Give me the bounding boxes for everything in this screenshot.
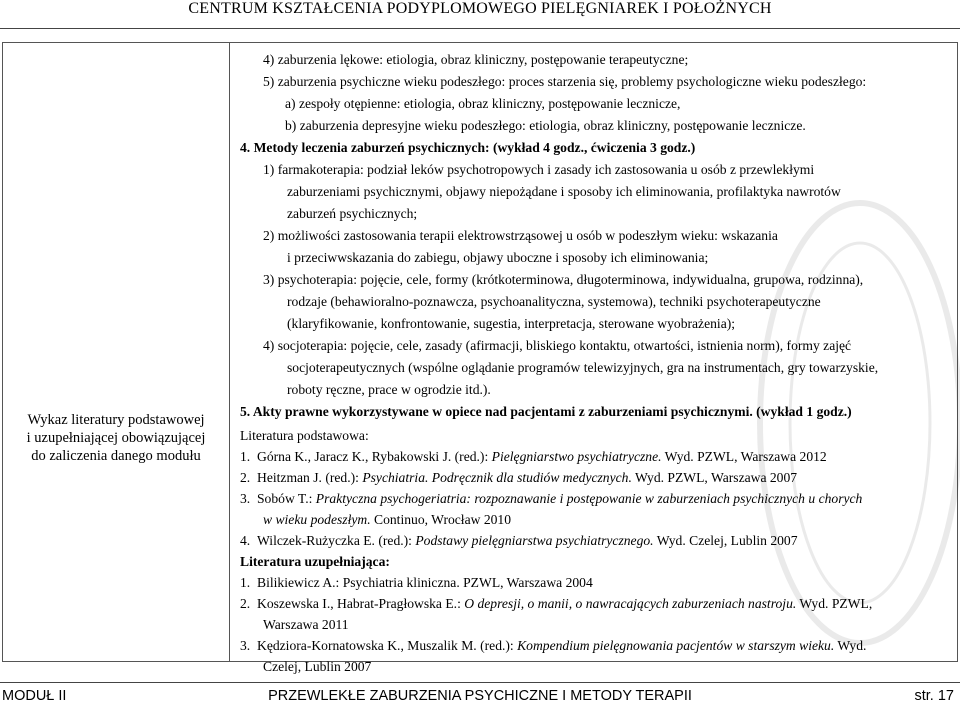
content-line: 4) socjoterapia: pojęcie, cele, zasady (afirmacji, bliskiego kontaktu, otwartości, istnienia norm), formy zajęć bbox=[263, 338, 852, 353]
item-title: Kompendium pielęgnowania pacjentów w starszym wieku. bbox=[517, 638, 835, 653]
header-divider bbox=[0, 28, 960, 29]
left-cell bbox=[3, 43, 230, 662]
content-line: 4) zaburzenia lękowe: etiologia, obraz kliniczny, postępowanie terapeutyczne; bbox=[263, 52, 689, 67]
item-title: Pielęgniarstwo psychiatryczne. bbox=[491, 449, 662, 464]
item-number: 2. bbox=[240, 596, 251, 611]
item-authors: Bilikiewicz A.: Psychiatria kliniczna. PZWL, Warszawa 2004 bbox=[257, 575, 593, 590]
item-publisher: Wyd. bbox=[834, 638, 867, 653]
literature-item bbox=[240, 490, 862, 508]
literature-item bbox=[240, 469, 797, 487]
page-footer bbox=[0, 684, 960, 705]
content-cell bbox=[230, 43, 958, 674]
section-heading: 5. Akty prawne wykorzystywane w opiece nad pacjentami z zaburzeniami psychicznymi. (wykład 1 godz.) bbox=[240, 404, 852, 419]
literature-item-continued: Czelej, Lublin 2007 bbox=[263, 659, 372, 674]
item-number: 4. bbox=[240, 533, 251, 548]
item-number: 1. bbox=[240, 575, 251, 590]
content-line: 5) zaburzenia psychiczne wieku podeszłego: proces starzenia się, problemy psychologiczne wieku podeszłego: bbox=[263, 74, 867, 89]
item-title: Psychiatria. Podręcznik dla studiów medycznych. bbox=[362, 470, 632, 485]
item-number: 3. bbox=[240, 491, 251, 506]
basic-literature-heading: Literatura podstawowa: bbox=[240, 428, 369, 443]
content-line: (klaryfikowanie, konfrontowanie, sugestia, interpretacja, sterowane wyobrażenia); bbox=[287, 316, 736, 331]
literature-item-continued: Warszawa 2011 bbox=[263, 617, 349, 632]
item-publisher: Wyd. PZWL, Warszawa 2012 bbox=[661, 449, 827, 464]
supplementary-literature-heading: Literatura uzupełniająca: bbox=[240, 554, 390, 569]
literature-item bbox=[240, 595, 872, 613]
content-line: b) zaburzenia depresyjne wieku podeszłego: etiologia, obraz kliniczny, postępowanie lecznicze. bbox=[285, 118, 806, 133]
literature-item bbox=[240, 448, 827, 466]
item-number: 3. bbox=[240, 638, 251, 653]
content-line: zaburzeniami psychicznymi, objawy niepożądane i sposoby ich eliminowania, profilaktyka nawrotów bbox=[287, 184, 841, 199]
footer-module: MODUŁ II bbox=[2, 688, 67, 704]
item-title: Praktyczna psychogeriatria: rozpoznawanie i postępowanie w zaburzeniach psychicznych u chorych bbox=[315, 491, 863, 506]
item-authors: Heitzman J. (red.): bbox=[257, 470, 363, 485]
item-authors: Kędziora-Kornatowska K., Muszalik M. (red.): bbox=[257, 638, 518, 653]
item-title: O depresji, o manii, o nawracających zaburzeniach nastroju. bbox=[464, 596, 797, 611]
literature-item-continued bbox=[263, 511, 511, 529]
item-title: Podstawy pielęgniarstwa psychiatrycznego. bbox=[415, 533, 654, 548]
item-number: 1. bbox=[240, 449, 251, 464]
footer-title: PRZEWLEKŁE ZABURZENIA PSYCHICZNE I METODY TERAPII bbox=[268, 688, 692, 704]
content-line: i przeciwwskazania do zabiegu, objawy uboczne i sposoby ich eliminowania; bbox=[287, 250, 709, 265]
label-line: Wykaz literatury podstawowej bbox=[27, 412, 205, 428]
footer-divider bbox=[0, 682, 960, 683]
content-line: 1) farmakoterapia: podział leków psychotropowych i zasady ich zastosowania u osób z przewlekłymi bbox=[263, 162, 815, 177]
item-authors: Górna K., Jaracz K., Rybakowski J. (red.): bbox=[257, 449, 492, 464]
item-number: 2. bbox=[240, 470, 251, 485]
item-authors: Sobów T.: bbox=[257, 491, 316, 506]
item-authors: Wilczek-Rużyczka E. (red.): bbox=[257, 533, 416, 548]
page-header-title: CENTRUM KSZTAŁCENIA PODYPLOMOWEGO PIELĘGNIAREK I POŁOŻNYCH bbox=[188, 0, 772, 17]
item-publisher: Wyd. Czelej, Lublin 2007 bbox=[653, 533, 798, 548]
label-line: do zaliczenia danego modułu bbox=[31, 448, 201, 464]
item-title: w wieku podeszłym. bbox=[263, 512, 371, 527]
item-publisher: Continuo, Wrocław 2010 bbox=[370, 512, 512, 527]
watermark-seal bbox=[750, 193, 960, 653]
item-publisher: Wyd. PZWL, bbox=[796, 596, 873, 611]
literature-item bbox=[240, 532, 798, 550]
content-line: roboty ręczne, prace w ogrodzie itd.). bbox=[287, 382, 491, 397]
item-authors: Koszewska I., Habrat-Pragłowska E.: bbox=[257, 596, 465, 611]
literature-list-label bbox=[3, 411, 229, 465]
content-line: rodzaje (behawioralno-poznawcza, psychoanalityczna, systemowa), techniki psychoterapeutyczne bbox=[287, 294, 821, 309]
content-line: socjoterapeutycznych (wspólne oglądanie programów telewizyjnych, gra na instrumentach, gry towarzyskie, bbox=[287, 360, 879, 375]
content-line: 3) psychoterapia: pojęcie, cele, formy (krótkoterminowa, długoterminowa, indywidualna, grupowa, rodzinna), bbox=[263, 272, 864, 287]
literature-item bbox=[240, 637, 866, 655]
literature-item bbox=[240, 574, 593, 592]
content-line: 2) możliwości zastosowania terapii elektrowstrząsowej u osób w podeszłym wieku: wskazania bbox=[263, 228, 778, 243]
content-line: a) zespoły otępienne: etiologia, obraz kliniczny, postępowanie lecznicze, bbox=[285, 96, 681, 111]
content-line: zaburzeń psychicznych; bbox=[287, 206, 418, 221]
item-publisher: Wyd. PZWL, Warszawa 2007 bbox=[631, 470, 798, 485]
label-line: i uzupełniającej obowiązującej bbox=[26, 430, 206, 446]
footer-page-number: str. 17 bbox=[914, 688, 954, 704]
module-table bbox=[2, 42, 958, 674]
section-heading: 4. Metody leczenia zaburzeń psychicznych: (wykład 4 godz., ćwiczenia 3 godz.) bbox=[240, 140, 696, 155]
